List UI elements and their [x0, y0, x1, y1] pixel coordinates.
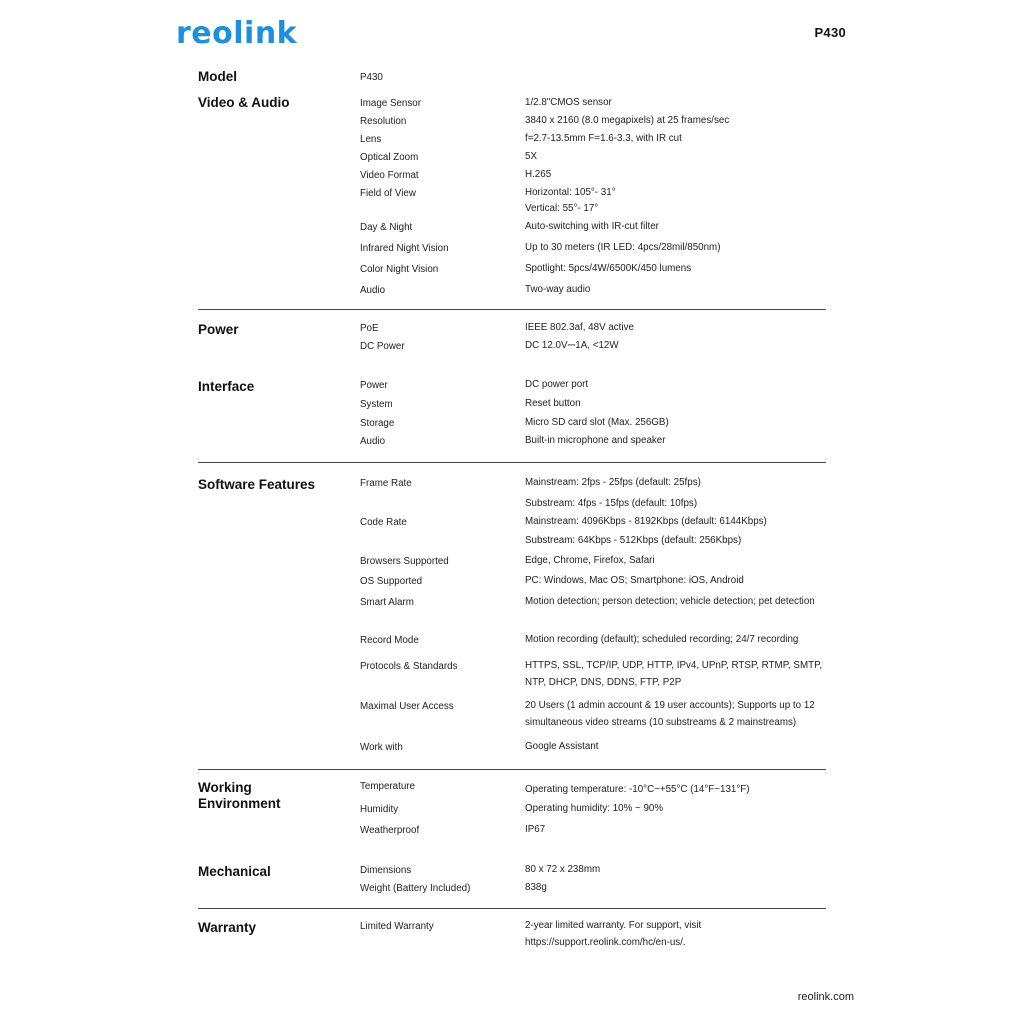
spec-label: Protocols & Standards	[360, 661, 458, 672]
section-title-model: Model	[198, 69, 237, 84]
section-title-software-features: Software Features	[198, 477, 316, 492]
spec-value: 3840 x 2160 (8.0 megapixels) at 25 frames/sec	[525, 115, 730, 126]
spec-value: Micro SD card slot (Max. 256GB)	[525, 417, 669, 428]
spec-label: Work with	[360, 742, 403, 753]
spec-value-line2: Substream: 4fps - 15fps (default: 10fps)	[525, 498, 698, 509]
spec-value: P430	[360, 72, 383, 83]
spec-label: Storage	[360, 418, 395, 429]
spec-value: IEEE 802.3af, 48V active	[525, 322, 634, 333]
spec-value: Reset button	[525, 398, 581, 409]
section-divider	[198, 908, 826, 909]
spec-value: DC 12.0V⎓1A, <12W	[525, 340, 619, 351]
spec-value: Auto-switching with IR-cut filter	[525, 221, 659, 232]
spec-label: Lens	[360, 134, 382, 145]
spec-value: Built-in microphone and speaker	[525, 435, 666, 446]
section-title-working-environment: Working Environment	[198, 780, 281, 811]
section-divider	[198, 769, 826, 770]
footer-site-link[interactable]: reolink.com	[797, 991, 854, 1003]
spec-value: f=2.7-13.5mm F=1.6-3.3, with IR cut	[525, 133, 682, 144]
spec-value: Horizontal: 105°- 31°	[525, 187, 616, 198]
spec-label: Record Mode	[360, 635, 419, 646]
spec-label: Humidity	[360, 804, 399, 815]
spec-label: Code Rate	[360, 517, 407, 528]
spec-value: Spotlight: 5pcs/4W/6500K/450 lumens	[525, 263, 692, 274]
spec-value: 1/2.8"CMOS sensor	[525, 97, 612, 108]
spec-value: H.265	[525, 169, 552, 180]
spec-label: OS Supported	[360, 576, 423, 587]
spec-label: Video Format	[360, 170, 419, 181]
spec-value: Google Assistant	[525, 741, 599, 752]
spec-value: Mainstream: 2fps - 25fps (default: 25fps)	[525, 477, 701, 488]
logo-text: reolink	[176, 16, 298, 51]
spec-value: 5X	[525, 151, 537, 162]
section-title-video-audio: Video & Audio	[198, 95, 290, 110]
spec-label: Weight (Battery Included)	[360, 883, 471, 894]
spec-label: PoE	[360, 323, 379, 334]
section-title-power: Power	[198, 322, 239, 337]
spec-value: Up to 30 meters (IR LED: 4pcs/28mil/850nm)	[525, 242, 721, 253]
spec-label: Frame Rate	[360, 478, 412, 489]
spec-label: DC Power	[360, 341, 405, 352]
spec-label: Field of View	[360, 188, 416, 199]
spec-label: Smart Alarm	[360, 597, 414, 608]
spec-value-line2: Vertical: 55°- 17°	[525, 203, 599, 214]
spec-value: 2-year limited warranty. For support, visit https://support.reolink.com/hc/en-us/.	[525, 920, 702, 948]
spec-label: Weatherproof	[360, 825, 420, 836]
header-model-name: P430	[814, 25, 846, 40]
section-title-mechanical: Mechanical	[198, 864, 271, 879]
spec-label: Resolution	[360, 116, 407, 127]
spec-label: Audio	[360, 436, 386, 447]
section-title-warranty: Warranty	[198, 920, 257, 935]
section-divider	[198, 462, 826, 463]
spec-value: Motion recording (default); scheduled recording; 24/7 recording	[525, 634, 799, 645]
spec-label: Day & Night	[360, 222, 413, 233]
spec-label: Maximal User Access	[360, 701, 454, 712]
spec-value: 838g	[525, 882, 547, 893]
spec-value: Two-way audio	[525, 284, 591, 295]
spec-label: Temperature	[360, 781, 415, 792]
spec-value: Mainstream: 4096Kbps - 8192Kbps (default: 6144Kbps)	[525, 516, 767, 527]
spec-value: Motion detection; person detection; vehicle detection; pet detection	[525, 596, 815, 607]
spec-value: IP67	[525, 824, 546, 835]
spec-value: Operating temperature: -10°C~+55°C (14°F~131°F)	[525, 784, 750, 795]
spec-value: PC: Windows, Mac OS; Smartphone: iOS, Android	[525, 575, 744, 586]
spec-label: Audio	[360, 285, 386, 296]
spec-label: Optical Zoom	[360, 152, 419, 163]
reolink-logo	[176, 16, 297, 52]
spec-value: 80 x 72 x 238mm	[525, 864, 601, 875]
spec-value: Operating humidity: 10% ~ 90%	[525, 803, 664, 814]
spec-label: Power	[360, 380, 388, 391]
spec-label: Limited Warranty	[360, 921, 434, 932]
spec-label: Dimensions	[360, 865, 412, 876]
spec-value: Edge, Chrome, Firefox, Safari	[525, 555, 655, 566]
spec-label: Infrared Night Vision	[360, 243, 449, 254]
section-divider	[198, 309, 826, 310]
spec-label: Color Night Vision	[360, 264, 439, 275]
spec-value: DC power port	[525, 379, 589, 390]
spec-label: Browsers Supported	[360, 556, 449, 567]
spec-value: HTTPS, SSL, TCP/IP, UDP, HTTP, IPv4, UPnP, RTSP, RTMP, SMTP, NTP, DHCP, DNS, DDNS, FTP, P2P	[525, 660, 823, 688]
spec-value: 20 Users (1 admin account & 19 user accounts); Supports up to 12 simultaneous video streams (10 substreams & 2 mainstreams)	[525, 700, 815, 728]
section-title-interface: Interface	[198, 379, 255, 394]
spec-value-line2: Substream: 64Kbps - 512Kbps (default: 256Kbps)	[525, 535, 742, 546]
spec-label: Image Sensor	[360, 98, 421, 109]
spec-label: System	[360, 399, 393, 410]
